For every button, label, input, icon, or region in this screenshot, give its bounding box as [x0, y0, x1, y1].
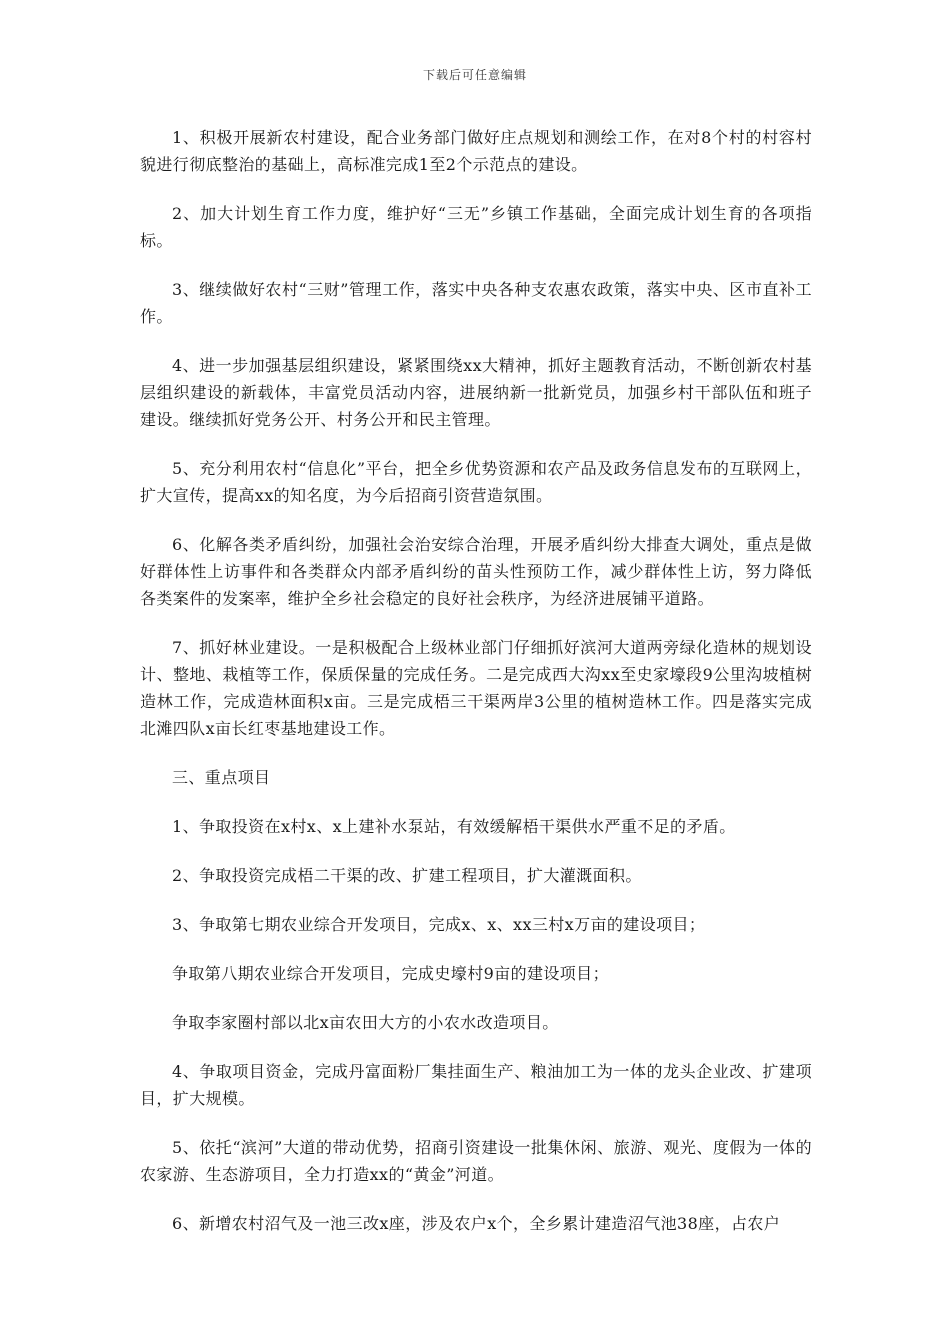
- paragraph: 5、充分利用农村“信息化”平台，把全乡优势资源和农产品及政务信息发布的互联网上，扩大宣传，提高xx的知名度，为今后招商引资营造氛围。: [140, 459, 812, 505]
- paragraph: 4、进一步加强基层组织建设，紧紧围绕xx大精神，抓好主题教育活动，不断创新农村基层组织建设的新载体，丰富党员活动内容，进展纳新一批新党员，加强乡村干部队伍和班子建设。继续抓好党务公开、村务公开和民主管理。: [140, 356, 812, 429]
- document-body: [140, 124, 812, 1259]
- paragraph: 7、抓好林业建设。一是积极配合上级林业部门仔细抓好滨河大道两旁绿化造林的规划设计、整地、栽植等工作，保质保量的完成任务。二是完成西大沟xx至史家壕段9公里沟坡植树造林工作，完成造林面积x亩。三是完成梧三干渠两岸3公里的植树造林工作。四是落实完成北滩四队x亩长红枣基地建设工作。: [140, 638, 812, 738]
- paragraph: 争取第八期农业综合开发项目，完成史壕村9亩的建设项目；: [172, 964, 609, 983]
- paragraph: 3、争取第七期农业综合开发项目，完成x、x、xx三村x万亩的建设项目；: [172, 915, 706, 934]
- paragraph: 6、化解各类矛盾纠纷，加强社会治安综合治理，开展矛盾纠纷大排查大调处，重点是做好群体性上访事件和各类群众内部矛盾纠纷的苗头性预防工作，减少群体性上访，努力降低各类案件的发案率，维护全乡社会稳定的良好社会秩序，为经济进展铺平道路。: [140, 535, 812, 608]
- paragraph: 争取李家圈村部以北x亩农田大方的小农水改造项目。: [172, 1013, 559, 1032]
- paragraph: 2、加大计划生育工作力度，维护好“三无”乡镇工作基础，全面完成计划生育的各项指标。: [140, 204, 812, 250]
- paragraph: 5、依托“滨河”大道的带动优势，招商引资建设一批集休闲、旅游、观光、度假为一体的农家游、生态游项目，全力打造xx的“黄金”河道。: [140, 1138, 812, 1184]
- page-header-note: 下载后可任意编辑: [422, 68, 527, 82]
- paragraph: 1、积极开展新农村建设，配合业务部门做好庄点规划和测绘工作，在对8个村的村容村貌进行彻底整治的基础上，高标准完成1至2个示范点的建设。: [140, 128, 812, 174]
- paragraph: 6、新增农村沼气及一池三改x座，涉及农户x个，全乡累计建造沼气池38座，占农户: [172, 1214, 781, 1233]
- section-heading: 三、重点项目: [172, 768, 271, 787]
- paragraph: 3、继续做好农村“三财”管理工作，落实中央各种支农惠农政策，落实中央、区市直补工作。: [140, 280, 812, 326]
- paragraph: 1、争取投资在x村x、x上建补水泵站，有效缓解梧干渠供水严重不足的矛盾。: [172, 817, 736, 836]
- paragraph: 2、争取投资完成梧二干渠的改、扩建工程项目，扩大灌溉面积。: [172, 866, 642, 885]
- paragraph: 4、争取项目资金，完成丹富面粉厂集挂面生产、粮油加工为一体的龙头企业改、扩建项目，扩大规模。: [140, 1062, 812, 1108]
